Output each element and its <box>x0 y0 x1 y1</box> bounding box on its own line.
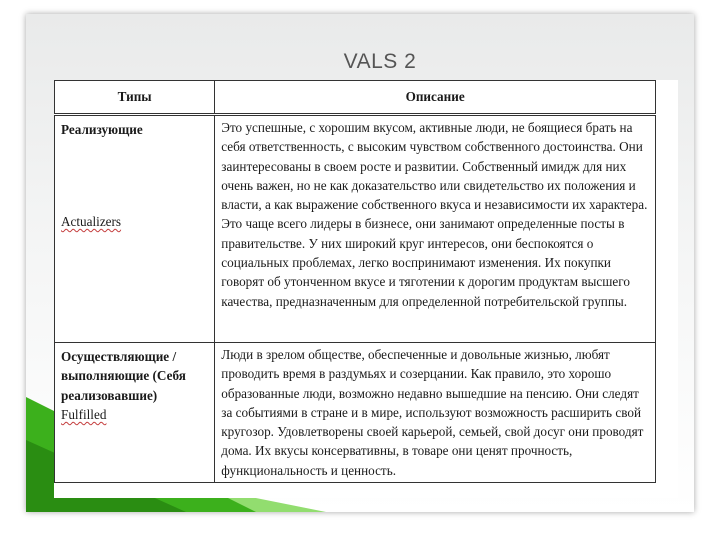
type-name-en: Fulfilled <box>61 406 107 422</box>
type-name-en: Actualizers <box>61 214 122 229</box>
description-cell: Это успешные, с хорошим вкусом, активные люди, не боящиеся брать на себя ответственность, с высоким чувством собственного достоинства. Они заинтересованы в своем росте и развитии. Собственный имидж для них очень важен, но не как доказательство или свидетельство их положения и власти, а как выражение собственного вкуса и независимости их характера. Это чаще всего лидеры в бизнесе, они занимают определенные посты в правительстве. У них широкий круг интересов, они беспокоятся о социальных проблемах, легко воспринимают изменения. Их покупки говорят об утонченном вкусе и тяготении к дорогим продуктам высшего качества, предназначенным для определенной потребительской группы. <box>215 115 656 343</box>
type-cell <box>55 343 215 483</box>
table-row <box>55 343 656 483</box>
table-row <box>55 115 656 343</box>
slide-title: VALS 2 <box>343 50 417 73</box>
type-name-ru: Осуществляющие / выполняющие (Себя реализовавшие) <box>61 349 186 403</box>
slide <box>26 14 694 512</box>
type-name-ru: Реализующие <box>61 122 143 137</box>
vals-table <box>54 80 656 483</box>
header-types: Типы <box>55 81 215 115</box>
type-cell <box>55 115 215 343</box>
table-container <box>54 80 678 498</box>
table-header-row <box>55 81 656 115</box>
description-cell: Люди в зрелом обществе, обеспеченные и довольные жизнью, любят проводить время в раздумьях и созерцании. Как правило, это хорошо образованные люди, возможно недавно вышедшие на пенсию. Они следят за событиями в стране и в мире, используют возможность расширить свой кругозор. Удовлетворены своей карьерой, семьей, свой досуг они проводят дома. Их вкусы консервативны, в товаре они ценят прочность, функциональность и ценность. <box>215 343 656 483</box>
header-description: Описание <box>215 81 656 115</box>
